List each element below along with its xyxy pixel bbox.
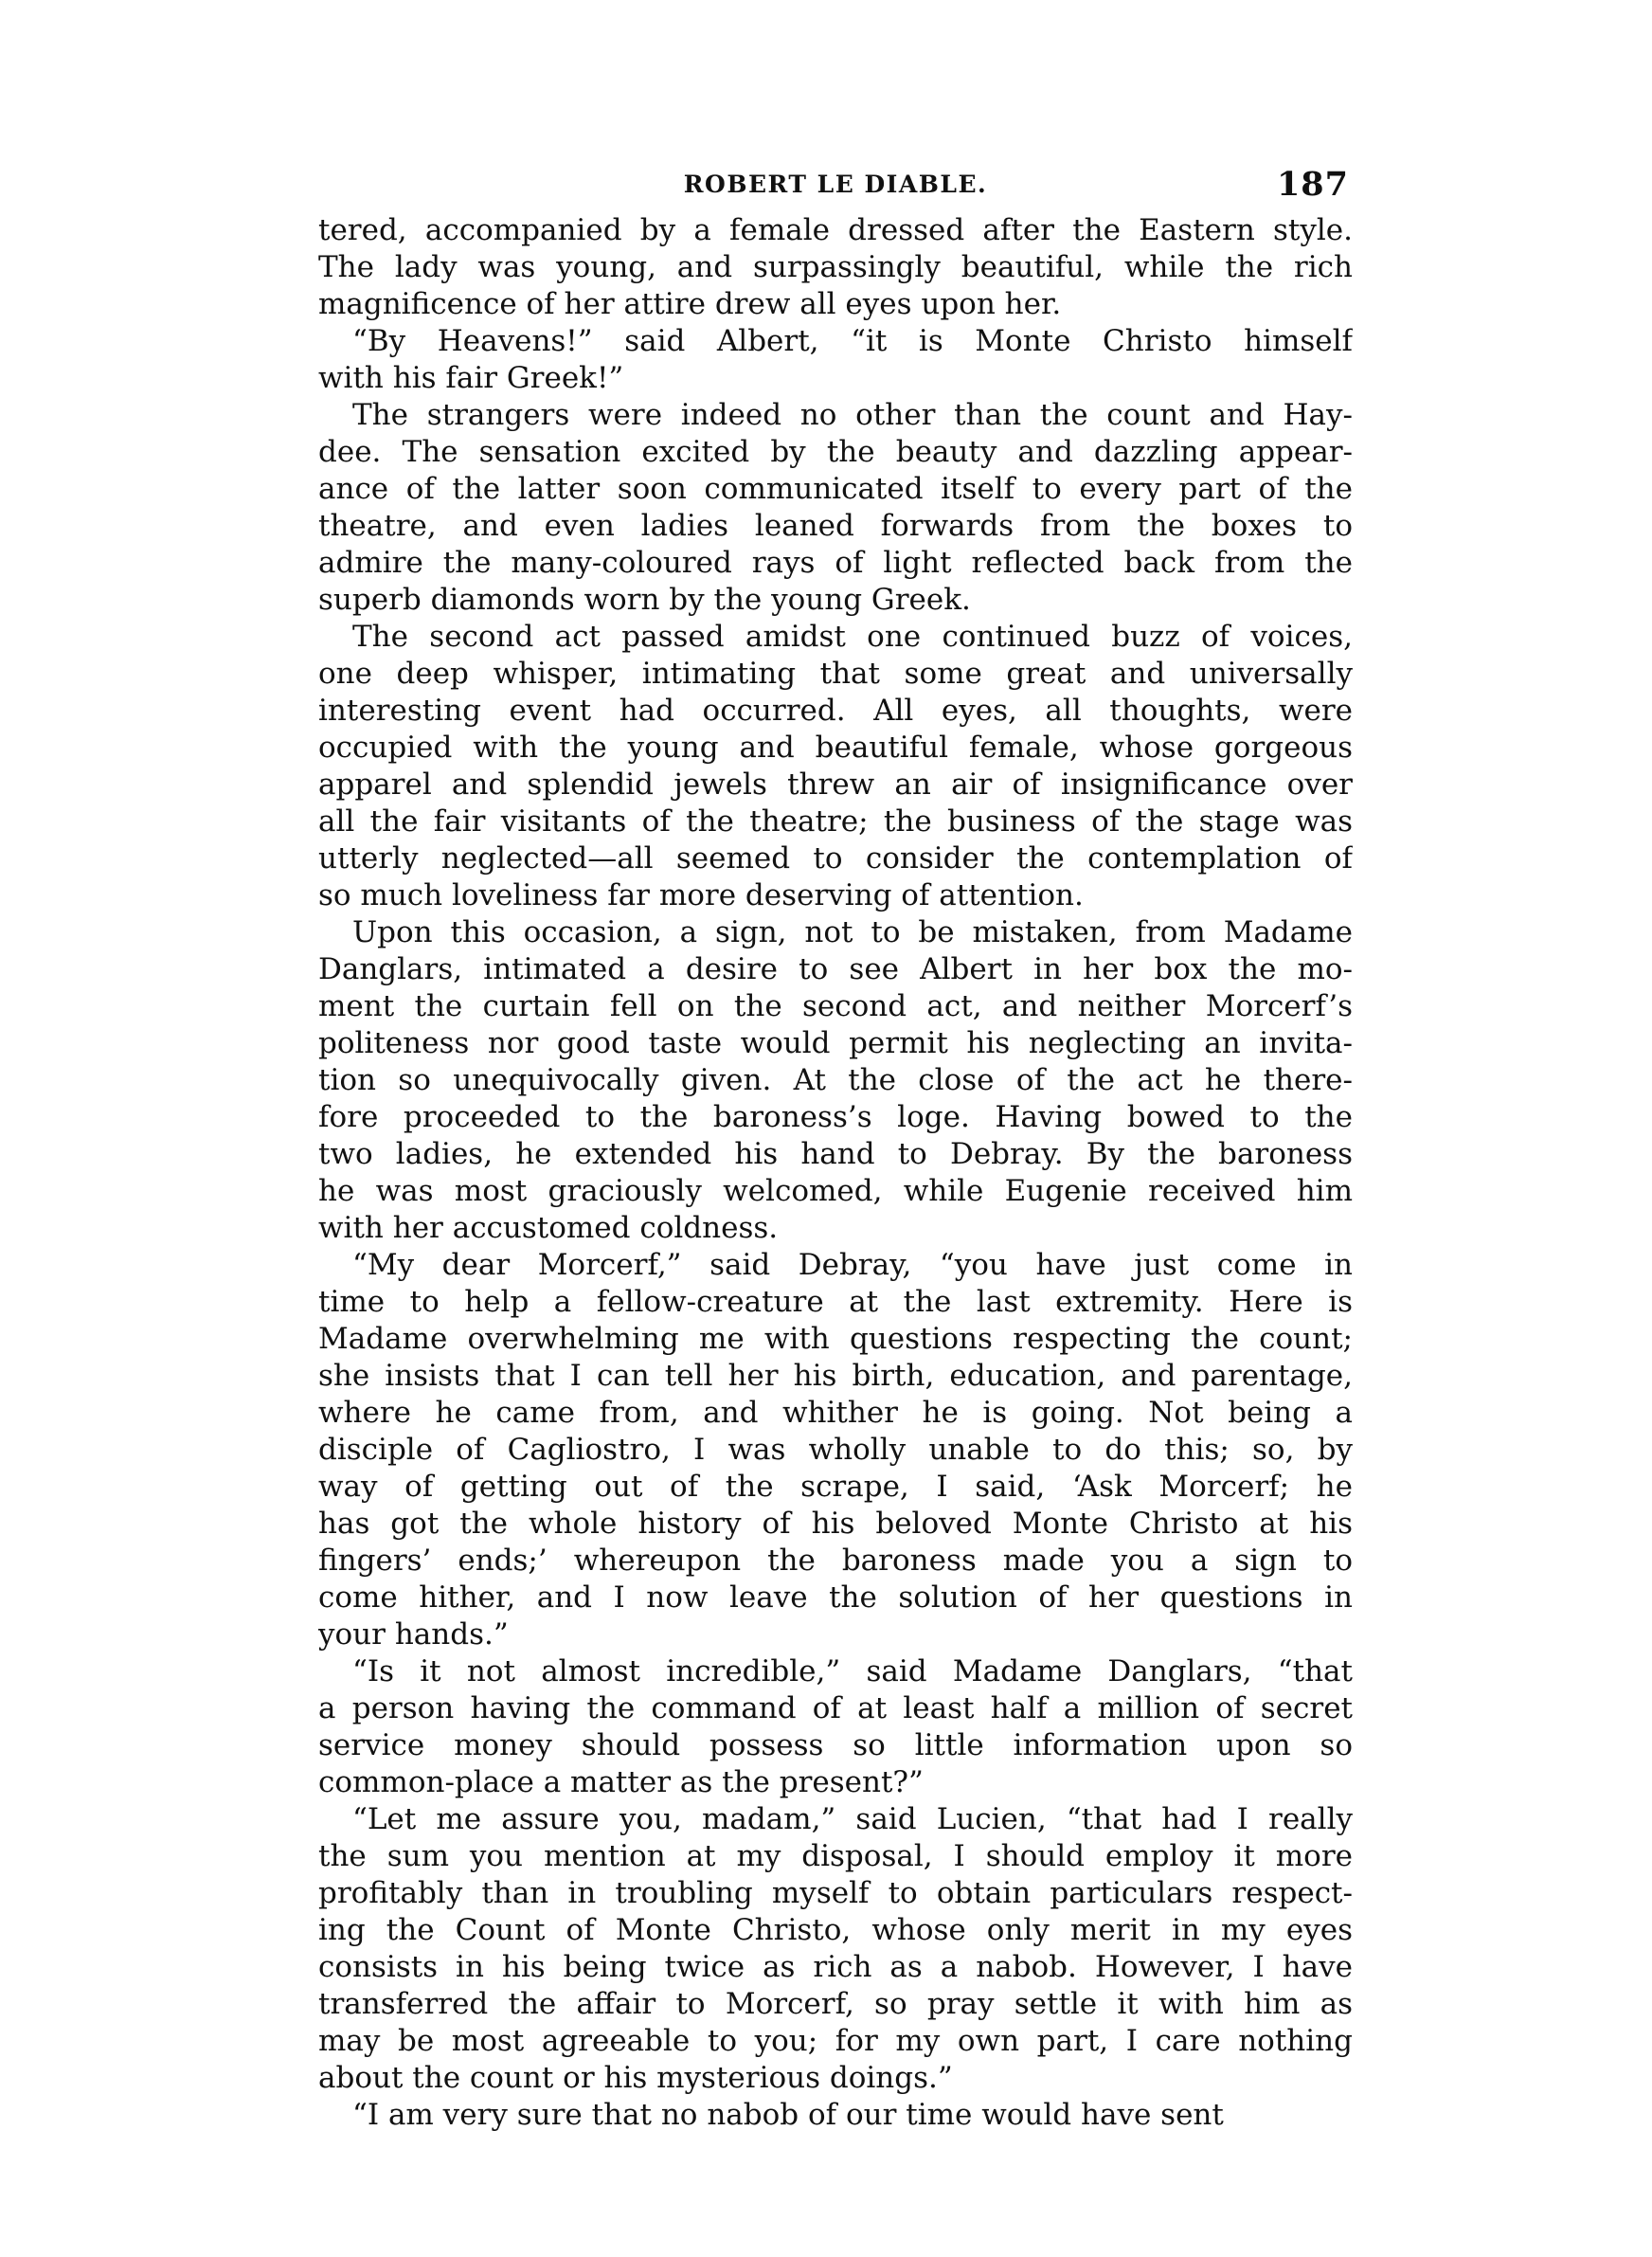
text-line: about the count or his mysterious doings.” [318,2061,953,2095]
text-line: Upon this occasion, a sign, not to be mistaken, from Madame [352,915,1353,949]
text-line: theatre, and even ladies leaned forwards from the boxes to [318,509,1353,543]
text-line: he was most graciously welcomed, while Eugenie received him [318,1174,1353,1208]
text-line: dee. The sensation excited by the beauty and dazzling appear- [318,435,1353,469]
text-line: your hands.” [318,1617,509,1652]
text-line: ance of the latter soon communicated itself to every part of the [318,472,1353,506]
text-line: interesting event had occurred. All eyes, all thoughts, were [318,694,1353,728]
text-line: tion so unequivocally given. At the close of the act he there- [318,1063,1353,1097]
text-line: politeness nor good taste would permit his neglecting an invita- [318,1026,1353,1060]
text-line: The lady was young, and surpassingly beautiful, while the rich [318,250,1353,284]
text-line: disciple of Cagliostro, I was wholly unable to do this; so, by [318,1433,1353,1467]
text-line: one deep whisper, intimating that some great and universally [318,657,1353,691]
text-line: two ladies, he extended his hand to Debray. By the baroness [318,1137,1353,1171]
text-line: magnificence of her attire drew all eyes upon her. [318,287,1062,321]
text-line: time to help a fellow-creature at the last extremity. Here is [318,1285,1353,1319]
text-line: with her accustomed coldness. [318,1211,779,1245]
text-line: occupied with the young and beautiful female, whose gorgeous [318,731,1353,765]
text-line: The strangers were indeed no other than the count and Hay- [352,398,1353,432]
text-line: profitably than in troubling myself to obtain particulars respect- [318,1876,1353,1910]
text-line: apparel and splendid jewels threw an air of insignificance over [318,767,1353,802]
text-line: ing the Count of Monte Christo, whose only merit in my eyes [318,1913,1353,1947]
text-line: a person having the command of at least half a million of secret [318,1691,1353,1725]
text-line: may be most agreeable to you; for my own part, I care nothing [318,2024,1353,2058]
page-header [318,165,1353,210]
text-line: consists in his being twice as rich as a nabob. However, I have [318,1950,1353,1984]
text-line: service money should possess so little information upon so [318,1728,1353,1762]
text-line: “By Heavens!” said Albert, “it is Monte Christo himself [352,324,1353,358]
text-line: she insists that I can tell her his birth, education, and parentage, [318,1359,1353,1393]
text-line: utterly neglected—all seemed to consider the contemplation of [318,841,1353,876]
text-line: “My dear Morcerf,” said Debray, “you have just come in [352,1248,1353,1282]
text-line: the sum you mention at my disposal, I should employ it more [318,1839,1353,1873]
text-line: “I am very sure that no nabob of our time would have sent [352,2098,1224,2132]
text-line: superb diamonds worn by the young Greek. [318,583,971,617]
text-line: Danglars, intimated a desire to see Albert in her box the mo- [318,952,1353,986]
text-line: common-place a matter as the present?” [318,1765,924,1799]
text-line: transferred the affair to Morcerf, so pray settle it with him as [318,1987,1353,2021]
text-line: all the fair visitants of the theatre; the business of the stage was [318,804,1353,839]
text-line: way of getting out of the scrape, I said, ‘Ask Morcerf; he [318,1470,1353,1504]
text-line: has got the whole history of his beloved Monte Christo at his [318,1507,1353,1541]
text-line: The second act passed amidst one continued buzz of voices, [352,620,1353,654]
text-line: Madame overwhelming me with questions respecting the count; [318,1322,1353,1356]
text-line: ment the curtain fell on the second act, and neither Morcerf’s [318,989,1353,1023]
text-line: “Let me assure you, madam,” said Lucien, “that had I really [352,1802,1353,1836]
text-line: “Is it not almost incredible,” said Madame Danglars, “that [352,1654,1353,1688]
text-line: so much loveliness far more deserving of attention. [318,878,1084,912]
running-title: ROBERT LE DIABLE. [683,171,988,198]
text-line: tered, accompanied by a female dressed after the Eastern style. [318,213,1353,247]
body-text [318,212,1353,2134]
text-line: fore proceeded to the baroness’s loge. Having bowed to the [318,1100,1353,1134]
text-line: admire the many-coloured rays of light reflected back from the [318,546,1353,580]
page-number: 187 [1276,165,1349,204]
text-line: fingers’ ends;’ whereupon the baroness made you a sign to [318,1544,1353,1578]
text-line: come hither, and I now leave the solution of her questions in [318,1580,1353,1615]
text-line: with his fair Greek!” [318,361,624,395]
text-line: where he came from, and whither he is going. Not being a [318,1396,1353,1430]
